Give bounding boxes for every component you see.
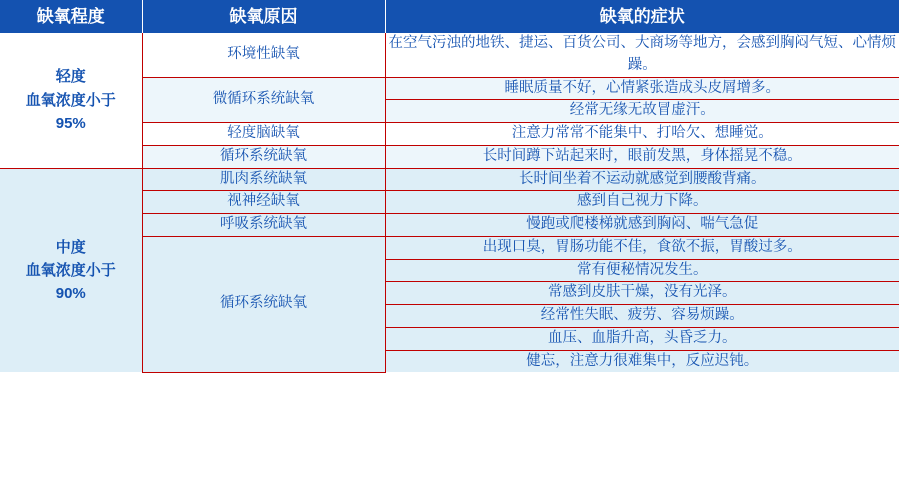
symptom-cell: 出现口臭，胃肠功能不佳，食欲不振，胃酸过多。 — [385, 236, 899, 259]
table-row — [0, 168, 899, 191]
symptom-cell: 常有便秘情况发生。 — [385, 259, 899, 282]
symptom-cell: 常感到皮肤干燥，没有光泽。 — [385, 282, 899, 305]
cause-cell: 轻度脑缺氧 — [142, 123, 385, 146]
symptom-cell: 血压、血脂升高，头昏乏力。 — [385, 327, 899, 350]
symptom-cell: 经常性失眠、疲劳、容易烦躁。 — [385, 305, 899, 328]
degree-line-1: 轻度 — [55, 68, 86, 86]
symptom-cell: 注意力常常不能集中、打哈欠、想睡觉。 — [385, 123, 899, 146]
symptom-cell: 睡眠质量不好，心情紧张造成头皮屑增多。 — [385, 77, 899, 100]
symptom-cell: 在空气污浊的地铁、捷运、百货公司、大商场等地方，会感到胸闷气短、心情烦躁。 — [385, 33, 899, 77]
degree-line-3: 95% — [55, 114, 86, 132]
cause-cell: 微循环系统缺氧 — [142, 77, 385, 123]
header-cause: 缺氧原因 — [142, 0, 385, 33]
header-degree: 缺氧程度 — [0, 0, 142, 33]
degree-line-2: 血氧浓度小于 — [25, 91, 116, 109]
symptom-cell: 长时间蹲下站起来时，眼前发黑，身体摇晃不稳。 — [385, 145, 899, 168]
cause-cell: 肌肉系统缺氧 — [142, 168, 385, 191]
degree-line-1: 中度 — [55, 238, 86, 256]
symptom-cell: 长时间坐着不运动就感觉到腰酸背痛。 — [385, 168, 899, 191]
table-header-row — [0, 0, 899, 33]
symptom-cell: 感到自己视力下降。 — [385, 191, 899, 214]
degree-cell-mild — [0, 33, 142, 168]
symptom-cell: 慢跑或爬楼梯就感到胸闷、喘气急促 — [385, 214, 899, 237]
cause-cell: 环境性缺氧 — [142, 33, 385, 77]
cause-cell: 呼吸系统缺氧 — [142, 214, 385, 237]
symptom-cell: 经常无缘无故冒虚汗。 — [385, 100, 899, 123]
table-row — [0, 33, 899, 77]
cause-cell: 循环系统缺氧 — [142, 145, 385, 168]
degree-cell-moderate — [0, 168, 142, 372]
symptom-cell: 健忘，注意力很难集中，反应迟钝。 — [385, 350, 899, 372]
cause-cell: 循环系统缺氧 — [142, 236, 385, 372]
cause-cell: 视神经缺氧 — [142, 191, 385, 214]
degree-line-3: 90% — [55, 285, 86, 302]
header-symptom: 缺氧的症状 — [385, 0, 899, 33]
degree-line-2: 血氧浓度小于 — [25, 261, 116, 279]
